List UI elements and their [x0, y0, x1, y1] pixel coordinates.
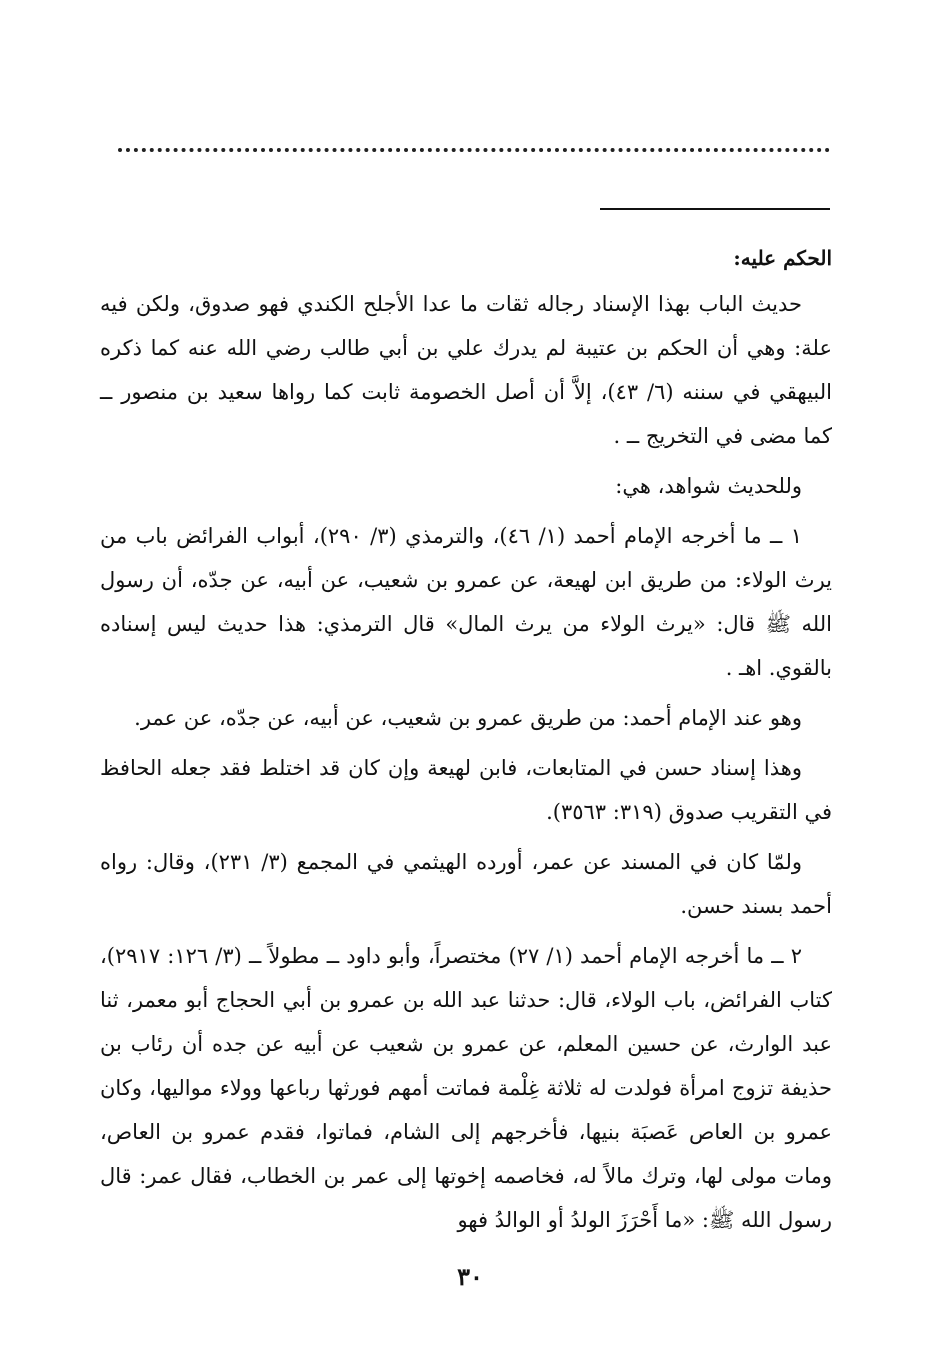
body-text — [100, 236, 832, 1248]
paragraph-witness-1: ١ ــ ما أخرجه الإمام أحمد (١/ ٤٦)، والترمذي (٣/ ٢٩٠)، أبواب الفرائض باب من يرث الولاء: من طريق ابن لهيعة، عن عمرو بن شعيب، عن أبيه، عن جدّه، أن رسول الله ﷺ قال: «يرث الولاء من يرث المال» قال الترمذي: هذا حديث ليس إسناده بالقوي. اهـ . — [100, 524, 832, 680]
dotted-separator — [118, 148, 830, 152]
paragraph-chain-assessment: وهذا إسناد حسن في المتابعات، فابن لهيعة وإن كان قد اختلط فقد جعله الحافظ في التقريب صدوق (٣١٩: ٣٥٦٣). — [100, 756, 832, 824]
section-rule — [600, 208, 830, 210]
page-number: ٣٠ — [457, 1262, 483, 1291]
paragraph-ruling: حديث الباب بهذا الإسناد رجاله ثقات ما عدا الأجلح الكندي فهو صدوق، ولكن فيه علة: وهي أن الحكم بن عتيبة لم يدرك علي بن أبي طالب رضي الله عنه كما ذكره البيهقي في سننه (٦/ ٤٣)، إلاَّ أن أصل الخصومة ثابت كما رواها سعيد بن منصور ــ كما مضى في التخريج ــ . — [100, 292, 832, 448]
paragraph-witness-2: ٢ ــ ما أخرجه الإمام أحمد (١/ ٢٧) مختصراً، وأبو داود ــ مطولاً ــ (٣/ ١٢٦: ٢٩١٧)، كتاب الفرائض، باب الولاء، قال: حدثنا عبد الله بن عمرو بن أبي الحجاج أبو معمر، ثنا عبد الوارث، عن حسين المعلم، عن عمرو بن شعيب عن أبيه عن جده أن رئاب بن حذيفة تزوج امرأة فولدت له ثلاثة غِلْمة فماتت أمهم فورثها رباعها وولاء مواليها، وكان عمرو بن العاص عَصبَة بنيها، فأخرجهم إلى الشام، فماتوا، فقدم عمرو بن العاص، ومات مولى لها، وترك مالاً له، فخاصمه إخوتها إلى عمر بن الخطاب، فقال عمر: قال رسول الله ﷺ: «ما أَحْرَزَ الولدُ أو الوالدُ فهو — [100, 944, 832, 1232]
section-heading: الحكم عليه: — [733, 246, 832, 270]
paragraph-haythami: ولمّا كان في المسند عن عمر، أورده الهيثمي في المجمع (٣/ ٢٣١)، وقال: رواه أحمد بسند حسن. — [100, 850, 832, 918]
paragraph-witnesses-intro: وللحديث شواهد، هي: — [615, 474, 802, 498]
paragraph-ahmad-chain: وهو عند الإمام أحمد: من طريق عمرو بن شعيب، عن أبيه، عن جدّه، عن عمر. — [134, 706, 802, 730]
